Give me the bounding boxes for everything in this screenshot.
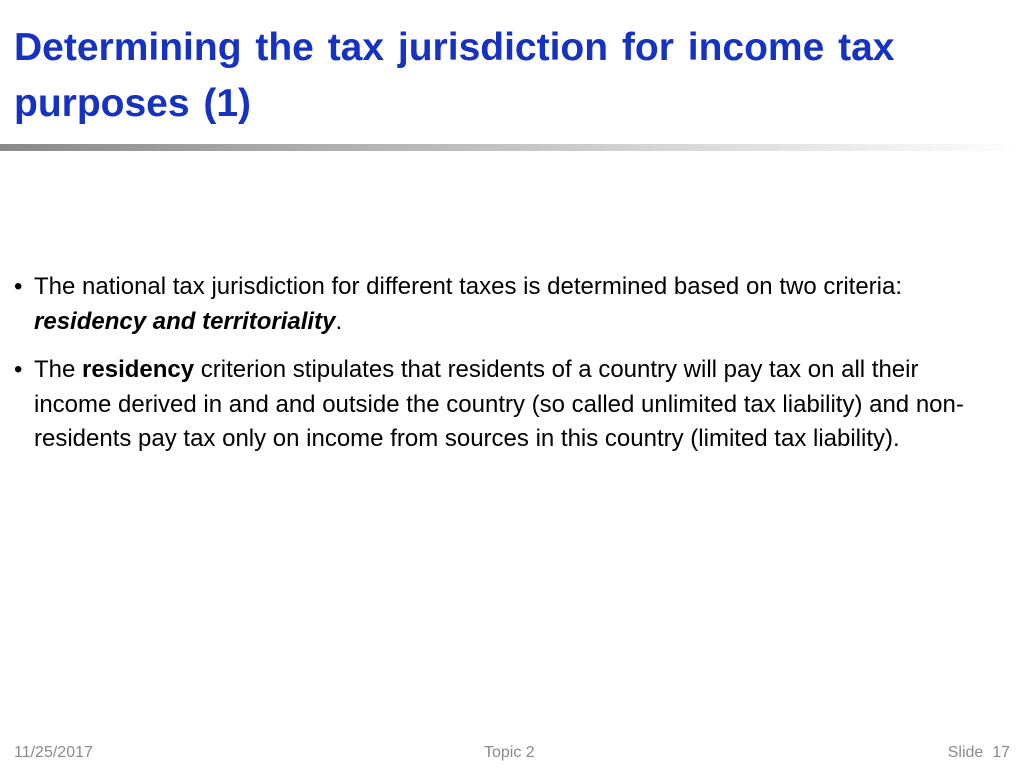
footer-slide-number: Slide 17 (947, 744, 1010, 761)
slide-title: Determining the tax jurisdiction for income tax purposes (1) (14, 26, 895, 125)
bullet-text: The (34, 356, 83, 383)
footer-date: 11/25/2017 (14, 744, 93, 761)
slide-body (14, 270, 994, 471)
bullet-dot-icon: • (14, 273, 23, 300)
bullet-text-end: . (335, 307, 343, 335)
bullet-item (14, 353, 994, 457)
bullet-emphasis: residency (82, 356, 195, 383)
bullet-item (14, 270, 994, 339)
title-divider (0, 144, 1024, 151)
bullet-emphasis: residency and territoriality (34, 307, 336, 335)
bullet-dot-icon: • (14, 356, 23, 383)
bullet-text: The national tax jurisdiction for different taxes is determined based on two criteria: (34, 273, 903, 300)
footer-topic: Topic 2 (484, 744, 535, 761)
bullet-text-end: criterion stipulates that residents of a country will pay tax on all their income derived in and and outside the country (so called unlimited tax liability) and non-residents pay tax only on income from sources in this country (limited tax liability). (34, 356, 964, 452)
